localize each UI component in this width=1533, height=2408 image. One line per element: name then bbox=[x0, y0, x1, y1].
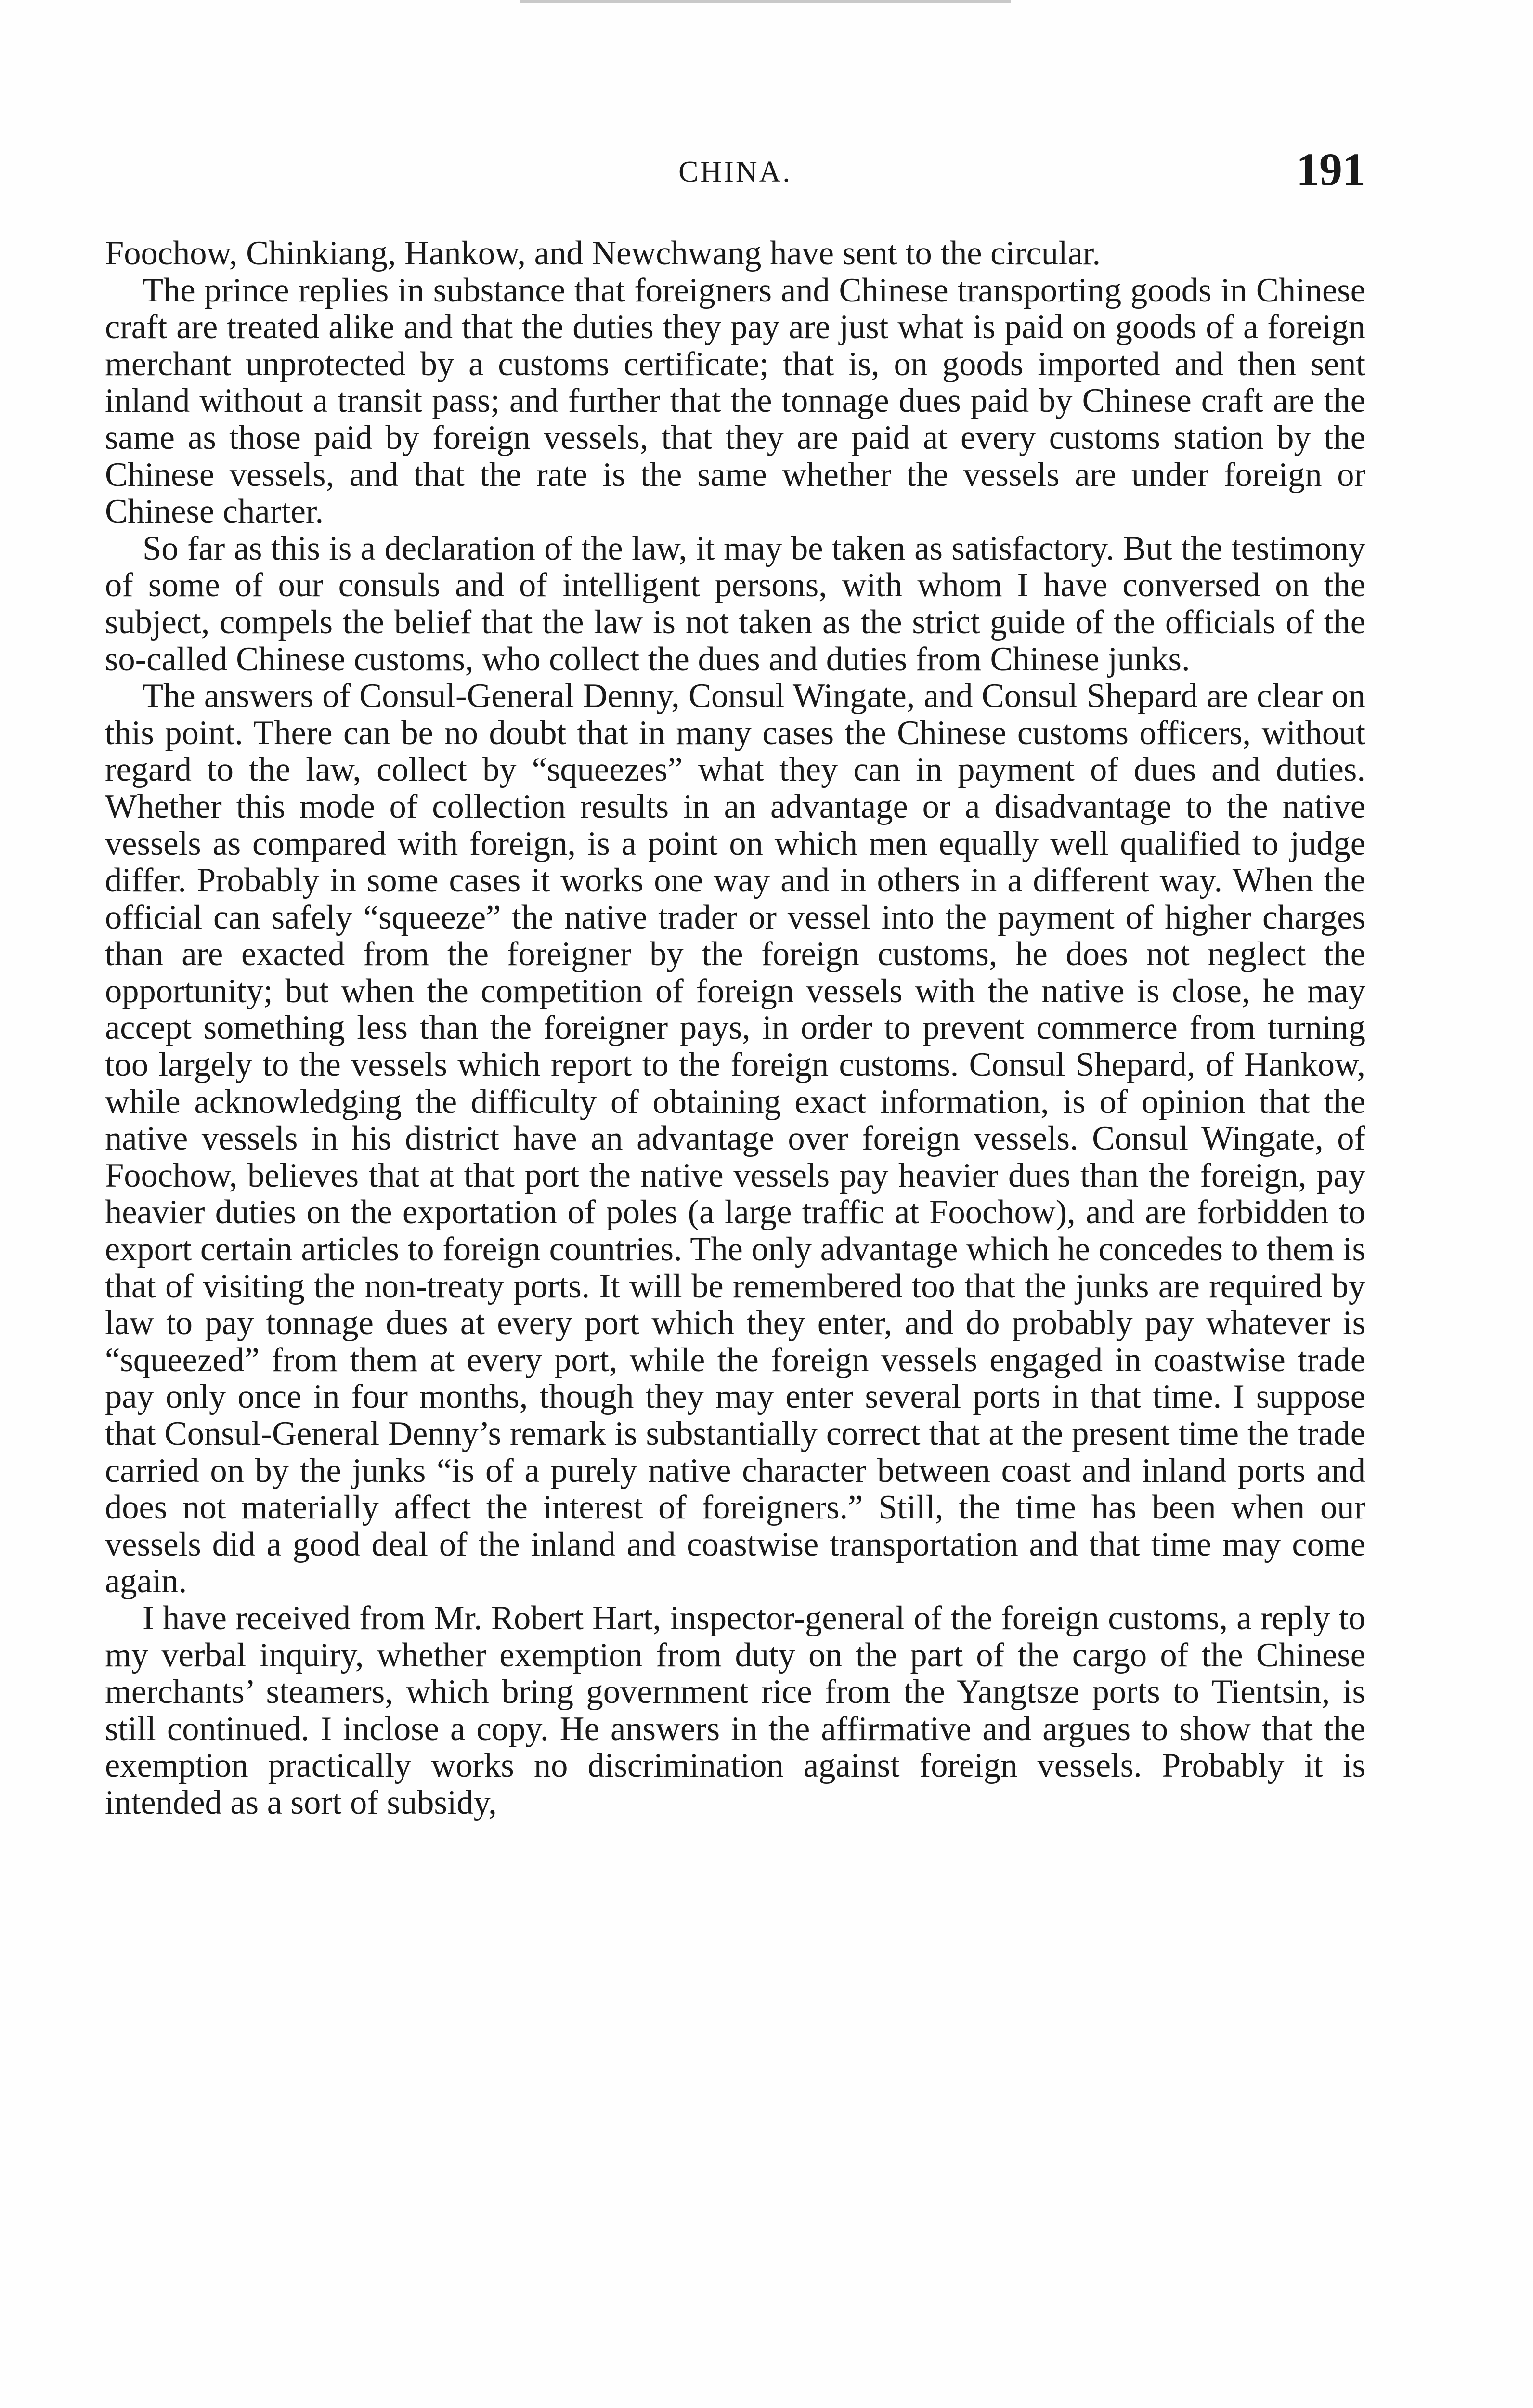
page-header bbox=[105, 143, 1365, 196]
page-number: 191 bbox=[1296, 144, 1365, 195]
paragraph: I have received from Mr. Robert Hart, inspector-general of the foreign customs, a reply to my verbal inquiry, whether exemption from duty on the part of the cargo of the Chinese merchants’ steamers, which bring government rice from the Yangtsze ports to Tientsin, is still continued. I inclose a copy. He answers in the affirmative and argues to show that the exemption practically works no discrimination against foreign vessels. Probably it is intended as a sort of subsidy, bbox=[105, 1599, 1365, 1821]
top-rule bbox=[520, 0, 1011, 3]
paragraph: The answers of Consul-General Denny, Consul Wingate, and Consul Shepard are clear on this point. There can be no doubt that in many cases the Chinese customs officers, without regard to the law, collect by “squeezes” what they can in payment of dues and duties. Whether this mode of collection results in an advantage or a disadvantage to the native vessels as compared with foreign, is a point on which men equally well qualified to judge differ. Probably in some cases it works one way and in others in a different way. When the official can safely “squeeze” the native trader or vessel into the payment of higher charges than are exacted from the foreigner by the foreign customs, he does not neglect the opportunity; but when the competition of foreign vessels with the native is close, he may accept something less than the foreigner pays, in order to prevent commerce from turning too largely to the vessels which report to the foreign customs. Consul Shepard, of Hankow, while acknowledging the difficulty of obtaining exact information, is of opinion that the native vessels in his district have an advantage over foreign vessels. Consul Wingate, of Foochow, believes that at that port the native vessels pay heavier dues than the foreign, pay heavier duties on the exportation of poles (a large traffic at Foochow), and are forbidden to export certain articles to foreign countries. The only advantage which he concedes to them is that of visiting the non-treaty ports. It will be remembered too that the junks are required by law to pay tonnage dues at every port which they enter, and do probably pay whatever is “squeezed” from them at every port, while the foreign vessels engaged in coastwise trade pay only once in four months, though they may enter several ports in that time. I suppose that Consul-General Denny’s remark is substantially correct that at the present time the trade carried on by the junks “is of a purely native character between coast and inland ports and does not materially affect the interest of foreigners.” Still, the time has been when our vessels did a good deal of the inland and coastwise transportation and that time may come again. bbox=[105, 677, 1365, 1600]
paragraph: Foochow, Chinkiang, Hankow, and Newchwang have sent to the circular. bbox=[105, 235, 1101, 272]
running-title: CHINA. bbox=[678, 156, 792, 188]
paragraph: So far as this is a declaration of the law, it may be taken as satisfactory. But the testimony of some of our consuls and of intelligent persons, with whom I have conversed on the subject, compels the belief that the law is not taken as the strict guide of the officials of the so-called Chinese customs, who collect the dues and duties from Chinese junks. bbox=[105, 529, 1365, 678]
paragraph: The prince replies in substance that foreigners and Chinese transporting goods in Chinese craft are treated alike and that the duties they pay are just what is paid on goods of a foreign merchant unprotected by a customs certificate; that is, on goods imported and then sent inland without a transit pass; and further that the tonnage dues paid by Chinese craft are the same as those paid by foreign vessels, that they are paid at every customs station by the Chinese vessels, and that the rate is the same whether the vessels are under foreign or Chinese charter. bbox=[105, 271, 1365, 531]
body-text bbox=[105, 235, 1365, 1821]
